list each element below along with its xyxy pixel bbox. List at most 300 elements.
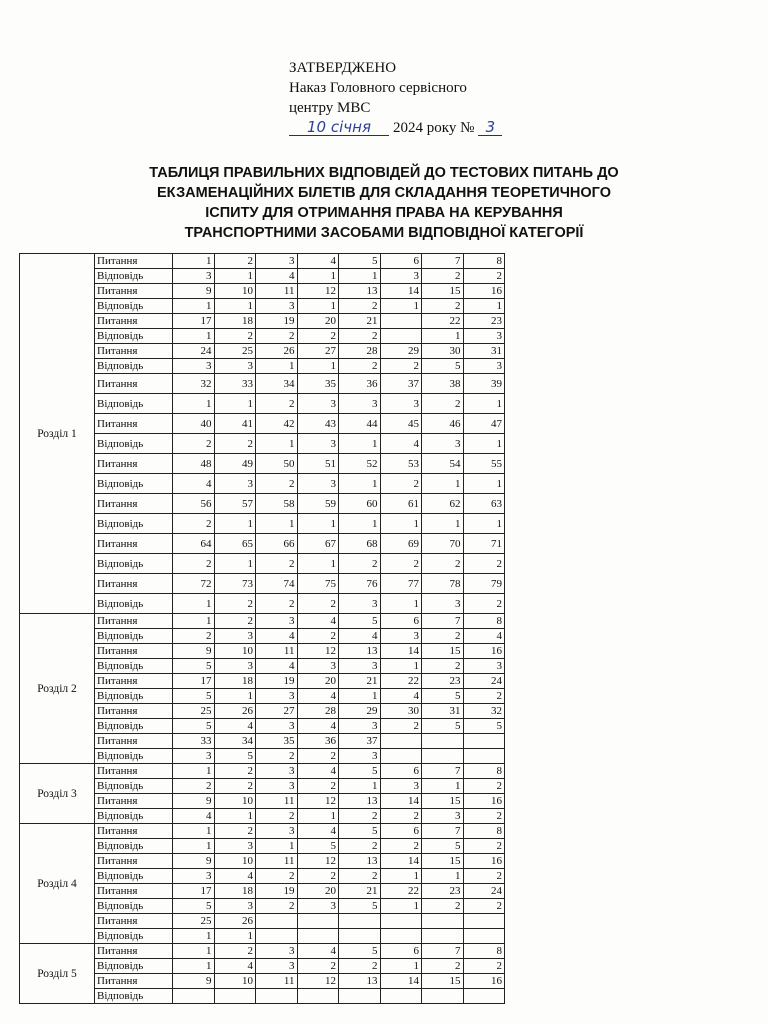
answer-value-cell: 4 — [214, 959, 256, 974]
answer-label: Відповідь — [95, 659, 173, 674]
answer-label: Відповідь — [95, 749, 173, 764]
answer-value-cell: 2 — [256, 899, 298, 914]
question-label: Питання — [95, 704, 173, 719]
question-number-cell — [380, 314, 422, 329]
question-number-cell: 1 — [173, 614, 215, 629]
answer-value-cell: 1 — [173, 394, 215, 414]
question-number-cell: 61 — [380, 494, 422, 514]
answer-value-cell — [256, 989, 298, 1004]
answer-label: Відповідь — [95, 514, 173, 534]
question-number-cell: 17 — [173, 884, 215, 899]
answer-value-cell: 5 — [173, 659, 215, 674]
order-line-2: центру МВС — [289, 100, 371, 116]
question-number-cell: 20 — [297, 674, 339, 689]
answer-value-cell: 3 — [463, 329, 505, 344]
question-number-cell: 65 — [214, 534, 256, 554]
answer-value-cell: 5 — [339, 899, 381, 914]
answer-value-cell: 2 — [339, 329, 381, 344]
answer-value-cell: 2 — [339, 869, 381, 884]
answer-value-cell: 4 — [256, 659, 298, 674]
answer-value-cell: 1 — [173, 929, 215, 944]
question-number-cell: 53 — [380, 454, 422, 474]
question-number-cell: 8 — [463, 944, 505, 959]
answer-value-cell: 3 — [380, 394, 422, 414]
answer-value-cell — [422, 929, 464, 944]
answer-value-cell: 2 — [297, 594, 339, 614]
answer-value-cell: 3 — [422, 434, 464, 454]
question-number-cell: 35 — [256, 734, 298, 749]
answer-value-cell: 2 — [256, 554, 298, 574]
question-number-cell: 66 — [256, 534, 298, 554]
answer-value-cell: 2 — [256, 329, 298, 344]
answer-value-cell: 4 — [173, 809, 215, 824]
question-number-cell: 21 — [339, 674, 381, 689]
answer-value-cell: 2 — [256, 869, 298, 884]
answer-value-cell: 1 — [297, 809, 339, 824]
question-number-cell: 46 — [422, 414, 464, 434]
question-number-cell: 10 — [214, 974, 256, 989]
question-number-cell: 57 — [214, 494, 256, 514]
question-number-cell: 12 — [297, 854, 339, 869]
question-number-cell: 5 — [339, 764, 381, 779]
question-number-cell: 11 — [256, 284, 298, 299]
answer-value-cell: 1 — [173, 329, 215, 344]
answer-value-cell: 2 — [380, 554, 422, 574]
answer-value-cell: 2 — [380, 474, 422, 494]
question-number-cell: 37 — [339, 734, 381, 749]
question-number-cell: 34 — [214, 734, 256, 749]
question-number-cell: 3 — [256, 764, 298, 779]
answer-value-cell: 5 — [422, 689, 464, 704]
answer-value-cell: 1 — [256, 434, 298, 454]
answer-value-cell: 2 — [214, 329, 256, 344]
question-number-cell: 45 — [380, 414, 422, 434]
question-number-cell: 15 — [422, 794, 464, 809]
answer-value-cell: 2 — [422, 899, 464, 914]
question-number-cell: 54 — [422, 454, 464, 474]
question-number-cell: 59 — [297, 494, 339, 514]
answer-value-cell: 4 — [380, 434, 422, 454]
answer-value-cell: 3 — [256, 959, 298, 974]
question-number-cell: 12 — [297, 794, 339, 809]
answer-value-cell — [297, 929, 339, 944]
question-number-cell: 14 — [380, 284, 422, 299]
question-number-cell: 3 — [256, 254, 298, 269]
question-number-cell — [463, 914, 505, 929]
question-number-cell: 30 — [422, 344, 464, 359]
question-number-cell: 16 — [463, 644, 505, 659]
answer-value-cell: 4 — [297, 689, 339, 704]
answer-value-cell: 1 — [339, 269, 381, 284]
answer-value-cell: 2 — [422, 394, 464, 414]
question-number-cell: 6 — [380, 254, 422, 269]
answer-value-cell — [380, 329, 422, 344]
question-number-cell: 9 — [173, 974, 215, 989]
answer-value-cell — [380, 929, 422, 944]
question-number-cell: 9 — [173, 284, 215, 299]
answer-value-cell: 2 — [173, 434, 215, 454]
question-number-cell: 40 — [173, 414, 215, 434]
answer-value-cell — [214, 989, 256, 1004]
question-label: Питання — [95, 534, 173, 554]
question-number-cell: 32 — [463, 704, 505, 719]
question-label: Питання — [95, 314, 173, 329]
answer-value-cell: 4 — [214, 869, 256, 884]
question-number-cell: 26 — [214, 914, 256, 929]
question-number-cell: 50 — [256, 454, 298, 474]
question-label: Питання — [95, 614, 173, 629]
answer-value-cell: 3 — [256, 719, 298, 734]
answers-table — [19, 253, 505, 1004]
question-number-cell: 14 — [380, 974, 422, 989]
question-number-cell: 7 — [422, 824, 464, 839]
question-number-cell: 2 — [214, 944, 256, 959]
question-number-cell: 68 — [339, 534, 381, 554]
question-number-cell: 4 — [297, 824, 339, 839]
question-number-cell: 48 — [173, 454, 215, 474]
answer-value-cell: 3 — [297, 474, 339, 494]
question-number-cell: 79 — [463, 574, 505, 594]
answer-value-cell: 1 — [339, 434, 381, 454]
question-number-cell: 3 — [256, 824, 298, 839]
answer-value-cell: 3 — [339, 719, 381, 734]
answer-label: Відповідь — [95, 629, 173, 644]
answer-label: Відповідь — [95, 329, 173, 344]
answer-label: Відповідь — [95, 929, 173, 944]
answer-value-cell: 5 — [214, 749, 256, 764]
answer-value-cell: 5 — [173, 899, 215, 914]
question-number-cell: 10 — [214, 854, 256, 869]
answer-value-cell: 1 — [297, 514, 339, 534]
answer-value-cell: 3 — [463, 659, 505, 674]
approval-block — [289, 58, 502, 138]
question-number-cell: 5 — [339, 824, 381, 839]
question-number-cell: 38 — [422, 374, 464, 394]
question-label: Питання — [95, 284, 173, 299]
question-number-cell: 2 — [214, 824, 256, 839]
question-label: Питання — [95, 824, 173, 839]
answer-value-cell: 1 — [256, 839, 298, 854]
question-label: Питання — [95, 414, 173, 434]
question-number-cell: 17 — [173, 674, 215, 689]
answer-value-cell: 2 — [297, 629, 339, 644]
question-number-cell — [339, 914, 381, 929]
answer-label: Відповідь — [95, 689, 173, 704]
question-number-cell: 11 — [256, 854, 298, 869]
answer-value-cell: 2 — [339, 839, 381, 854]
question-number-cell: 8 — [463, 254, 505, 269]
answer-label: Відповідь — [95, 869, 173, 884]
question-number-cell: 10 — [214, 644, 256, 659]
question-number-cell: 49 — [214, 454, 256, 474]
question-number-cell: 24 — [463, 674, 505, 689]
question-number-cell: 15 — [422, 284, 464, 299]
question-number-cell: 12 — [297, 974, 339, 989]
answer-value-cell: 2 — [297, 329, 339, 344]
answer-value-cell — [422, 749, 464, 764]
answer-value-cell: 2 — [339, 809, 381, 824]
question-number-cell — [380, 734, 422, 749]
question-number-cell: 60 — [339, 494, 381, 514]
answer-value-cell: 2 — [339, 299, 381, 314]
answer-value-cell: 1 — [173, 959, 215, 974]
question-number-cell: 77 — [380, 574, 422, 594]
question-number-cell — [422, 914, 464, 929]
question-number-cell: 22 — [380, 884, 422, 899]
question-number-cell: 9 — [173, 854, 215, 869]
question-number-cell: 67 — [297, 534, 339, 554]
answer-value-cell: 1 — [297, 269, 339, 284]
question-number-cell: 13 — [339, 284, 381, 299]
question-number-cell: 33 — [214, 374, 256, 394]
question-label: Питання — [95, 674, 173, 689]
question-number-cell: 27 — [256, 704, 298, 719]
answer-label: Відповідь — [95, 899, 173, 914]
answer-value-cell: 1 — [214, 269, 256, 284]
question-number-cell: 39 — [463, 374, 505, 394]
answer-value-cell: 2 — [173, 554, 215, 574]
answer-value-cell: 1 — [214, 299, 256, 314]
answer-label: Відповідь — [95, 299, 173, 314]
answer-value-cell: 2 — [380, 809, 422, 824]
title-line-1: ТАБЛИЦЯ ПРАВИЛЬНИХ ВІДПОВІДЕЙ ДО ТЕСТОВИХ ПИТАНЬ ДО — [149, 165, 619, 181]
question-number-cell: 62 — [422, 494, 464, 514]
answer-value-cell: 1 — [380, 959, 422, 974]
answer-value-cell: 2 — [463, 959, 505, 974]
answer-value-cell: 1 — [380, 594, 422, 614]
answer-value-cell: 2 — [297, 869, 339, 884]
answer-label: Відповідь — [95, 474, 173, 494]
question-number-cell: 16 — [463, 794, 505, 809]
answer-value-cell: 5 — [173, 689, 215, 704]
question-number-cell: 10 — [214, 794, 256, 809]
question-label: Питання — [95, 374, 173, 394]
question-number-cell: 56 — [173, 494, 215, 514]
question-number-cell: 10 — [214, 284, 256, 299]
answer-value-cell: 2 — [422, 299, 464, 314]
answer-value-cell: 3 — [422, 809, 464, 824]
answer-value-cell: 1 — [214, 394, 256, 414]
answer-value-cell: 1 — [422, 514, 464, 534]
answer-value-cell: 2 — [422, 269, 464, 284]
answer-value-cell — [297, 989, 339, 1004]
answer-value-cell: 2 — [339, 359, 381, 374]
question-number-cell — [256, 914, 298, 929]
answer-value-cell — [380, 749, 422, 764]
answer-value-cell: 2 — [422, 959, 464, 974]
question-number-cell: 74 — [256, 574, 298, 594]
question-number-cell: 70 — [422, 534, 464, 554]
question-number-cell: 17 — [173, 314, 215, 329]
question-number-cell: 16 — [463, 854, 505, 869]
answer-value-cell: 1 — [422, 329, 464, 344]
answer-value-cell: 2 — [297, 779, 339, 794]
question-number-cell: 78 — [422, 574, 464, 594]
answer-value-cell: 3 — [214, 659, 256, 674]
question-number-cell: 29 — [339, 704, 381, 719]
question-number-cell: 55 — [463, 454, 505, 474]
section-name: Розділ 2 — [20, 614, 95, 764]
question-number-cell: 7 — [422, 254, 464, 269]
question-label: Питання — [95, 254, 173, 269]
answer-value-cell: 3 — [339, 394, 381, 414]
answer-value-cell: 2 — [463, 689, 505, 704]
question-number-cell: 24 — [173, 344, 215, 359]
answer-value-cell: 1 — [256, 514, 298, 534]
answer-value-cell: 1 — [214, 929, 256, 944]
question-row — [20, 254, 505, 269]
answer-value-cell: 5 — [422, 839, 464, 854]
question-label: Питання — [95, 764, 173, 779]
question-number-cell: 5 — [339, 944, 381, 959]
question-number-cell: 34 — [256, 374, 298, 394]
answer-value-cell: 1 — [380, 659, 422, 674]
answer-label: Відповідь — [95, 839, 173, 854]
question-number-cell: 7 — [422, 614, 464, 629]
answer-value-cell: 1 — [422, 869, 464, 884]
answer-value-cell: 5 — [297, 839, 339, 854]
answer-value-cell: 2 — [214, 779, 256, 794]
question-number-cell: 42 — [256, 414, 298, 434]
title-line-3: ІСПИТУ ДЛЯ ОТРИМАННЯ ПРАВА НА КЕРУВАННЯ — [205, 205, 563, 221]
answer-value-cell: 3 — [214, 629, 256, 644]
question-number-cell: 11 — [256, 974, 298, 989]
answer-value-cell: 3 — [173, 869, 215, 884]
question-number-cell: 15 — [422, 974, 464, 989]
answer-value-cell: 2 — [463, 869, 505, 884]
question-number-cell: 52 — [339, 454, 381, 474]
question-number-cell: 16 — [463, 284, 505, 299]
answer-value-cell: 2 — [463, 594, 505, 614]
answer-value-cell: 2 — [214, 434, 256, 454]
answer-value-cell — [463, 929, 505, 944]
answer-value-cell: 2 — [463, 269, 505, 284]
answer-label: Відповідь — [95, 359, 173, 374]
question-number-cell: 18 — [214, 314, 256, 329]
question-number-cell: 11 — [256, 644, 298, 659]
question-number-cell: 8 — [463, 764, 505, 779]
question-number-cell: 1 — [173, 764, 215, 779]
answer-value-cell: 2 — [422, 629, 464, 644]
answer-value-cell: 2 — [214, 594, 256, 614]
question-label: Питання — [95, 914, 173, 929]
answer-value-cell: 5 — [173, 719, 215, 734]
answer-value-cell: 3 — [173, 269, 215, 284]
answer-value-cell: 3 — [380, 779, 422, 794]
answer-value-cell — [339, 929, 381, 944]
section-name: Розділ 1 — [20, 254, 95, 614]
question-number-cell: 22 — [380, 674, 422, 689]
question-number-cell: 5 — [339, 254, 381, 269]
question-label: Питання — [95, 574, 173, 594]
answer-value-cell: 1 — [173, 299, 215, 314]
question-number-cell: 41 — [214, 414, 256, 434]
answer-value-cell: 2 — [339, 959, 381, 974]
answer-value-cell: 1 — [339, 779, 381, 794]
question-number-cell: 8 — [463, 824, 505, 839]
question-number-cell: 9 — [173, 644, 215, 659]
answer-value-cell: 3 — [463, 359, 505, 374]
question-number-cell: 32 — [173, 374, 215, 394]
answer-value-cell: 3 — [297, 434, 339, 454]
question-number-cell: 1 — [173, 824, 215, 839]
answer-value-cell: 4 — [256, 629, 298, 644]
document-title — [10, 163, 758, 243]
answer-value-cell: 2 — [173, 514, 215, 534]
question-number-cell: 4 — [297, 944, 339, 959]
answer-value-cell: 1 — [380, 514, 422, 534]
question-number-cell: 1 — [173, 944, 215, 959]
question-label: Питання — [95, 884, 173, 899]
question-number-cell: 76 — [339, 574, 381, 594]
answer-value-cell — [463, 749, 505, 764]
answer-value-cell: 3 — [256, 779, 298, 794]
answer-value-cell: 3 — [380, 629, 422, 644]
question-number-cell: 63 — [463, 494, 505, 514]
question-number-cell: 12 — [297, 284, 339, 299]
answer-value-cell: 1 — [463, 434, 505, 454]
question-number-cell: 21 — [339, 314, 381, 329]
answer-label: Відповідь — [95, 959, 173, 974]
answer-value-cell: 4 — [297, 719, 339, 734]
question-number-cell: 7 — [422, 764, 464, 779]
question-number-cell: 43 — [297, 414, 339, 434]
answer-label: Відповідь — [95, 554, 173, 574]
answer-value-cell — [422, 989, 464, 1004]
answer-label: Відповідь — [95, 434, 173, 454]
question-number-cell: 37 — [380, 374, 422, 394]
answer-value-cell: 5 — [463, 719, 505, 734]
question-label: Питання — [95, 794, 173, 809]
question-number-cell: 19 — [256, 674, 298, 689]
answer-value-cell: 4 — [339, 629, 381, 644]
question-number-cell: 33 — [173, 734, 215, 749]
answer-value-cell: 3 — [256, 299, 298, 314]
answer-value-cell: 2 — [173, 779, 215, 794]
answer-label: Відповідь — [95, 989, 173, 1004]
question-number-cell: 14 — [380, 644, 422, 659]
answer-value-cell: 3 — [214, 474, 256, 494]
question-label: Питання — [95, 734, 173, 749]
answer-label: Відповідь — [95, 719, 173, 734]
question-number-cell: 23 — [422, 884, 464, 899]
answer-value-cell: 1 — [463, 474, 505, 494]
answer-value-cell: 1 — [463, 514, 505, 534]
question-number-cell: 12 — [297, 644, 339, 659]
answer-value-cell: 3 — [380, 269, 422, 284]
answer-value-cell: 1 — [297, 554, 339, 574]
order-line-1: Наказ Головного сервісного — [289, 80, 467, 96]
answer-label: Відповідь — [95, 394, 173, 414]
answer-value-cell: 1 — [173, 594, 215, 614]
answer-value-cell: 2 — [256, 809, 298, 824]
question-number-cell: 58 — [256, 494, 298, 514]
answer-value-cell: 4 — [173, 474, 215, 494]
question-number-cell: 6 — [380, 764, 422, 779]
question-number-cell — [297, 914, 339, 929]
question-number-cell: 13 — [339, 644, 381, 659]
question-number-cell: 28 — [297, 704, 339, 719]
question-number-cell: 20 — [297, 314, 339, 329]
answer-value-cell: 1 — [380, 299, 422, 314]
question-number-cell: 64 — [173, 534, 215, 554]
question-number-cell: 75 — [297, 574, 339, 594]
question-number-cell: 73 — [214, 574, 256, 594]
question-row — [20, 824, 505, 839]
answer-value-cell: 3 — [339, 659, 381, 674]
answer-value-cell: 2 — [463, 779, 505, 794]
question-number-cell: 31 — [422, 704, 464, 719]
